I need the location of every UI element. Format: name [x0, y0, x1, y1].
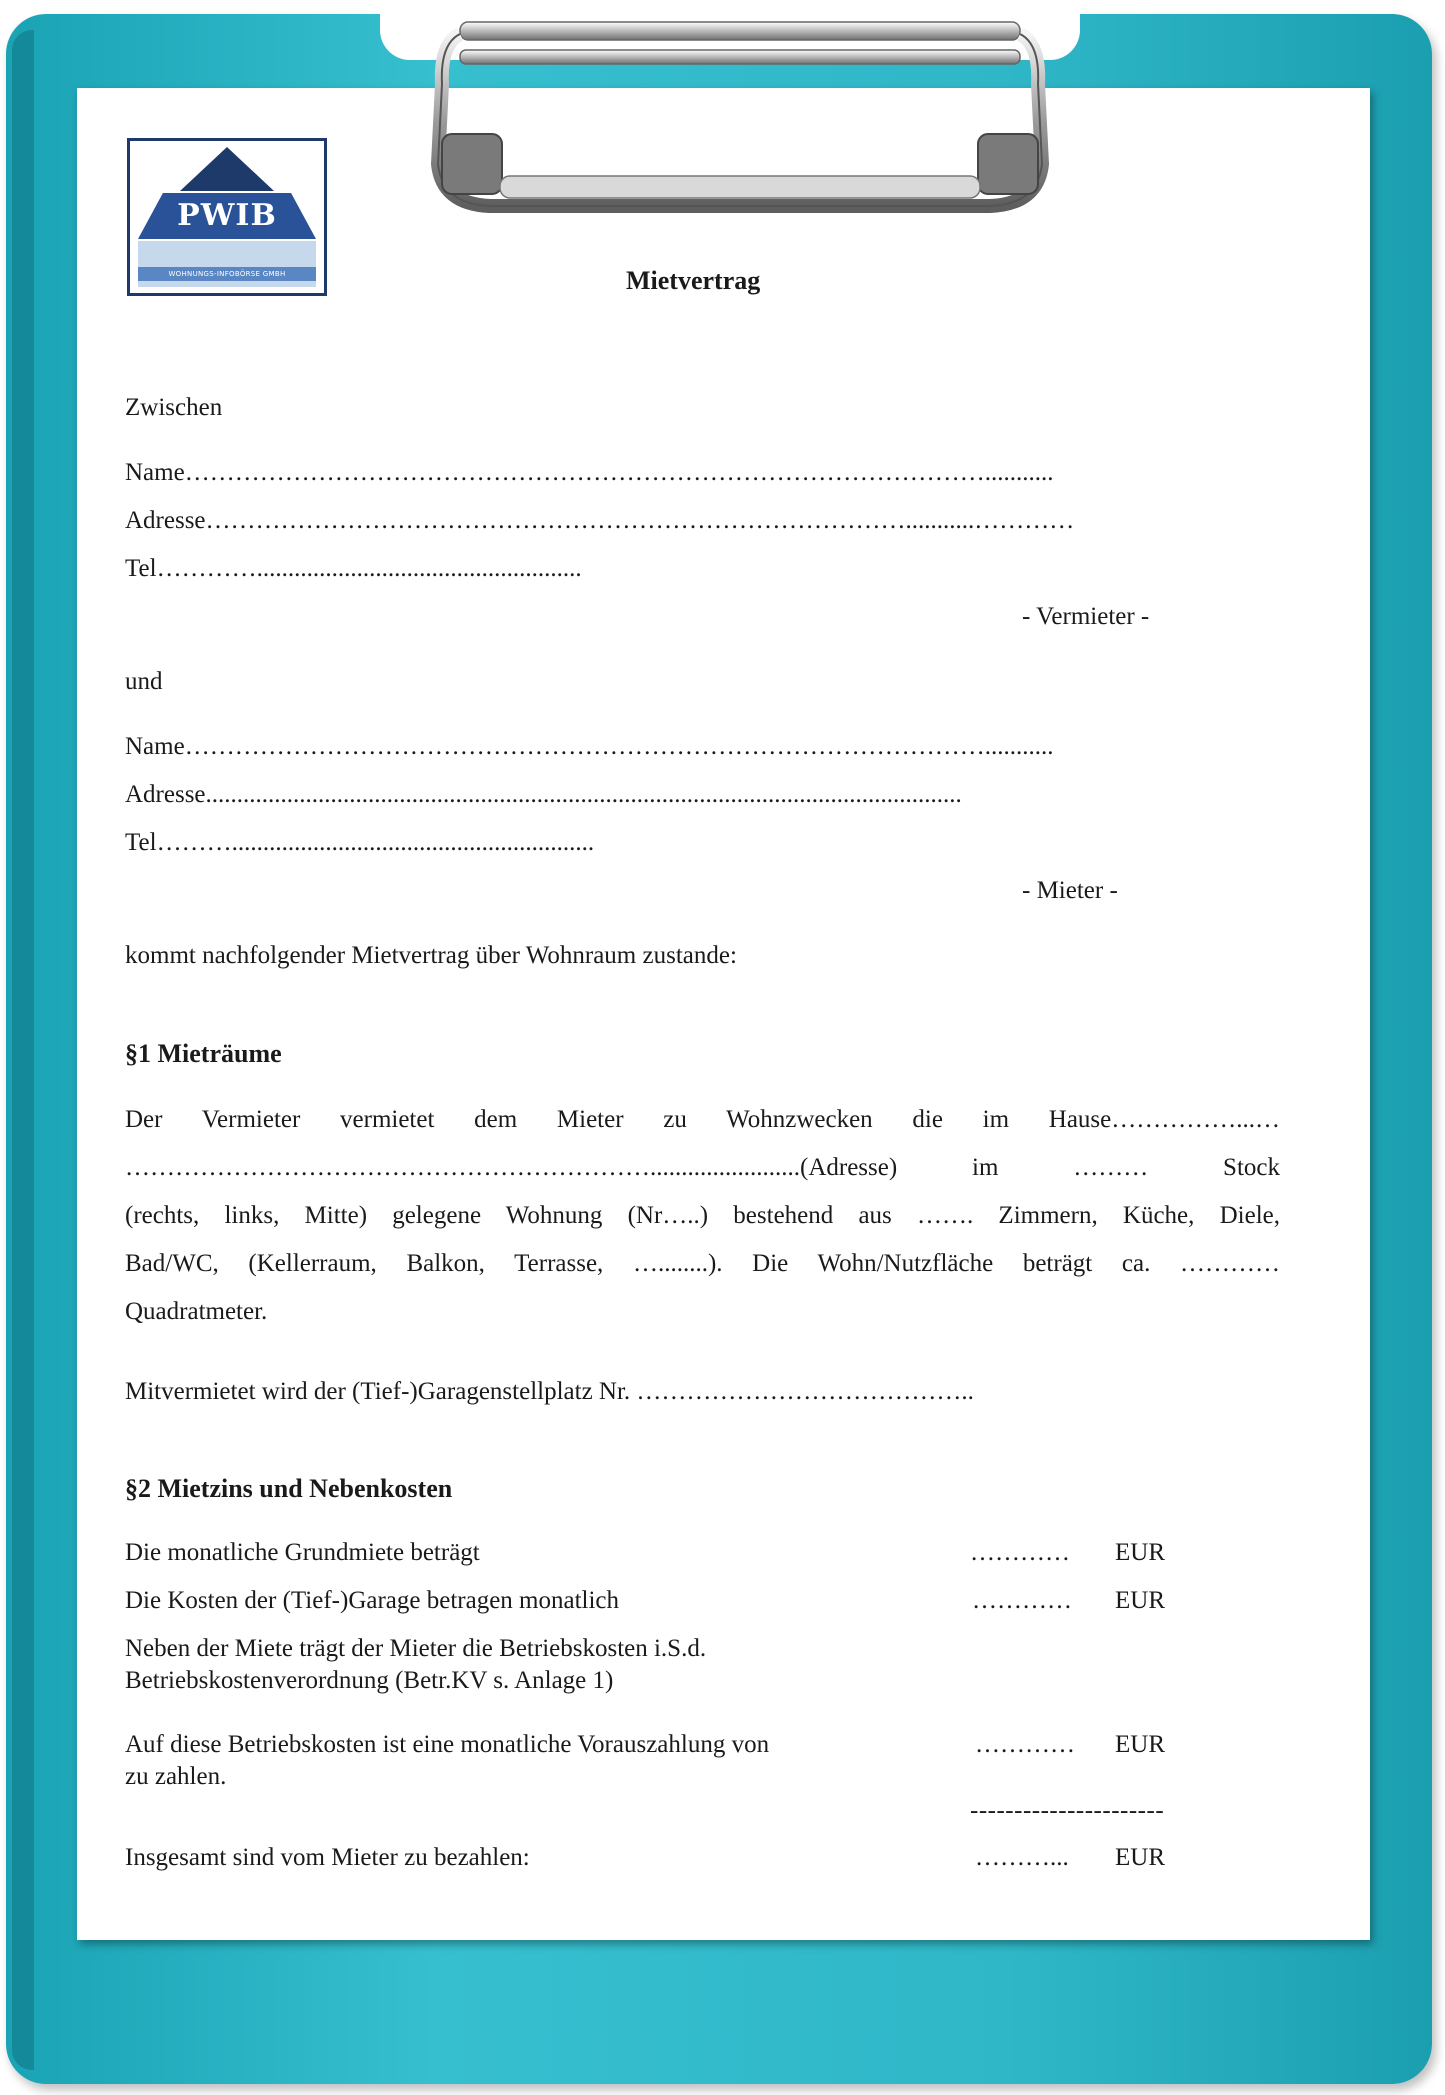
garage-cost-unit: EUR: [1115, 1587, 1165, 1614]
vorauszahlung-line-1: Auf diese Betriebskosten ist eine monatliche Vorauszahlung von: [125, 1731, 770, 1758]
party2-name-field[interactable]: Name……………………………………………………………………………………...........: [125, 733, 1054, 760]
section1-line-4: Bad/WC, (Kellerraum, Balkon, Terrasse, …........). Die Wohn/Nutzfläche beträgt ca. …………: [125, 1250, 1280, 1277]
total-amount-field[interactable]: ………...: [975, 1844, 1069, 1871]
sum-separator: ----------------------: [970, 1797, 1165, 1824]
section1-last-line: Quadratmeter.: [125, 1298, 268, 1325]
document-title: Mietvertrag: [626, 266, 761, 295]
rent-row-label: Die monatliche Grundmiete beträgt: [125, 1539, 480, 1566]
party2-role: - Mieter -: [1022, 877, 1118, 904]
section1-line-2: ………………………………………………………........................(Adresse) im ……… Stock: [125, 1154, 1280, 1181]
party1-role: - Vermieter -: [1022, 603, 1150, 630]
party1-address-field[interactable]: Adresse…………………………………………………………………………...........…………: [125, 507, 1075, 534]
total-unit: EUR: [1115, 1844, 1165, 1871]
section1-line-3: (rechts, links, Mitte) gelegene Wohnung (Nr…..) bestehend aus ……. Zimmern, Küche, Diele,: [125, 1202, 1280, 1229]
vorauszahlung-unit: EUR: [1115, 1731, 1165, 1758]
party2-tel-field[interactable]: Tel………..........................................................: [125, 829, 595, 856]
party2-address-field[interactable]: Adresse.........................................................................................................................: [125, 781, 962, 808]
rent-unit: EUR: [1115, 1539, 1165, 1566]
clipboard-edge-shadow: [12, 30, 34, 2070]
vorauszahlung-amount-field[interactable]: …………: [975, 1731, 1075, 1758]
party1-name-field[interactable]: Name……………………………………………………………………………………...........: [125, 459, 1054, 486]
garage-cost-field[interactable]: …………: [972, 1587, 1072, 1614]
betriebskosten-line-1: Neben der Miete trägt der Mieter die Betriebskosten i.S.d.: [125, 1635, 707, 1662]
section1-heading: §1 Mieträume: [125, 1039, 282, 1068]
pwib-logo: [127, 138, 327, 296]
section2-heading: §2 Mietzins und Nebenkosten: [125, 1474, 453, 1503]
garage-cost-label: Die Kosten der (Tief-)Garage betragen monatlich: [125, 1587, 620, 1614]
logo-text: PWIB: [177, 198, 277, 233]
section1-line-1: Der Vermieter vermietet dem Mieter zu Wohnzwecken die im Hause……………...…: [125, 1106, 1280, 1133]
party2-intro: und: [125, 668, 163, 695]
total-label: Insgesamt sind vom Mieter zu bezahlen:: [125, 1844, 530, 1871]
betriebskosten-line-2: Betriebskostenverordnung (Betr.KV s. Anlage 1): [125, 1667, 614, 1694]
contract-closing-text: kommt nachfolgender Mietvertrag über Wohnraum zustande:: [125, 942, 737, 969]
logo-roof-icon: [180, 147, 274, 191]
rent-amount-field[interactable]: …………: [970, 1539, 1070, 1566]
party1-tel-field[interactable]: Tel…………....................................................: [125, 555, 582, 582]
party1-intro: Zwischen: [125, 394, 223, 421]
clipboard-clip-icon: [430, 14, 1050, 214]
garage-line[interactable]: Mitvermietet wird der (Tief-)Garagenstellplatz Nr. …………………………………..: [125, 1378, 974, 1405]
vorauszahlung-line-2: zu zahlen.: [125, 1763, 227, 1790]
logo-subtitle: WOHNUNGS-INFOBÖRSE GMBH: [168, 270, 286, 278]
